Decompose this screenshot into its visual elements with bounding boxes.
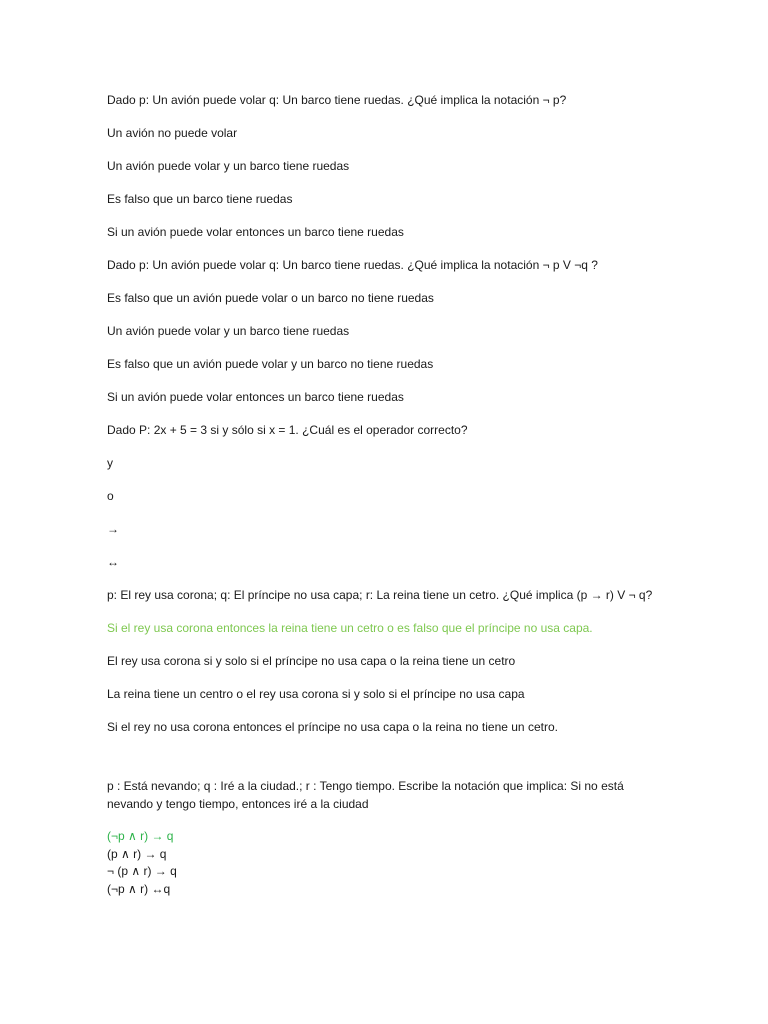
- q4-option-3: La reina tiene un centro o el rey usa corona si y solo si el príncipe no usa capa: [107, 687, 525, 701]
- question-5: p : Está nevando; q : Iré a la ciudad.; r : Tengo tiempo. Escribe la notación que implica: Si no está nevando y tengo tiempo, entonces iré a la ciudad: [107, 779, 624, 811]
- q5-option-4: (¬p ∧ r) ↔q: [107, 881, 171, 896]
- question-1: Dado p: Un avión puede volar q: Un barco tiene ruedas. ¿Qué implica la notación ¬ p?: [107, 93, 567, 107]
- question-4: p: El rey usa corona; q: El príncipe no usa capa; r: La reina tiene un cetro. ¿Qué implica (p → r) V ¬ q?: [107, 588, 653, 602]
- q1-option-3: Es falso que un barco tiene ruedas: [107, 192, 293, 206]
- q3-option-1: y: [107, 456, 113, 470]
- q3-option-4: ↔: [107, 555, 119, 569]
- q2-option-2: Un avión puede volar y un barco tiene ruedas: [107, 324, 350, 338]
- question-2: Dado p: Un avión puede volar q: Un barco tiene ruedas. ¿Qué implica la notación ¬ p V ¬q ?: [107, 258, 598, 272]
- q5-option-2: (p ∧ r) → q: [107, 846, 167, 861]
- q5-option-3: ¬ (p ∧ r) → q: [107, 864, 177, 878]
- document-page: [107, 91, 659, 898]
- question-3: Dado P: 2x + 5 = 3 si y sólo si x = 1. ¿Cuál es el operador correcto?: [107, 423, 468, 437]
- q4-option-1-correct: Si el rey usa corona entonces la reina tiene un cetro o es falso que el príncipe no usa capa.: [107, 621, 593, 635]
- q4-option-2: El rey usa corona si y solo si el príncipe no usa capa o la reina tiene un cetro: [107, 654, 516, 668]
- q1-option-2: Un avión puede volar y un barco tiene ruedas: [107, 159, 350, 173]
- q1-option-1: Un avión no puede volar: [107, 126, 238, 140]
- q1-option-4: Si un avión puede volar entonces un barco tiene ruedas: [107, 225, 404, 239]
- q3-option-3: →: [107, 522, 119, 536]
- q2-option-3: Es falso que un avión puede volar y un barco no tiene ruedas: [107, 357, 434, 371]
- q5-option-1-correct: (¬p ∧ r) → q: [107, 829, 174, 843]
- q4-option-4: Si el rey no usa corona entonces el príncipe no usa capa o la reina no tiene un cetro.: [107, 720, 558, 734]
- q2-option-1: Es falso que un avión puede volar o un barco no tiene ruedas: [107, 291, 434, 305]
- q3-option-2: o: [107, 489, 114, 503]
- q2-option-4: Si un avión puede volar entonces un barco tiene ruedas: [107, 390, 404, 404]
